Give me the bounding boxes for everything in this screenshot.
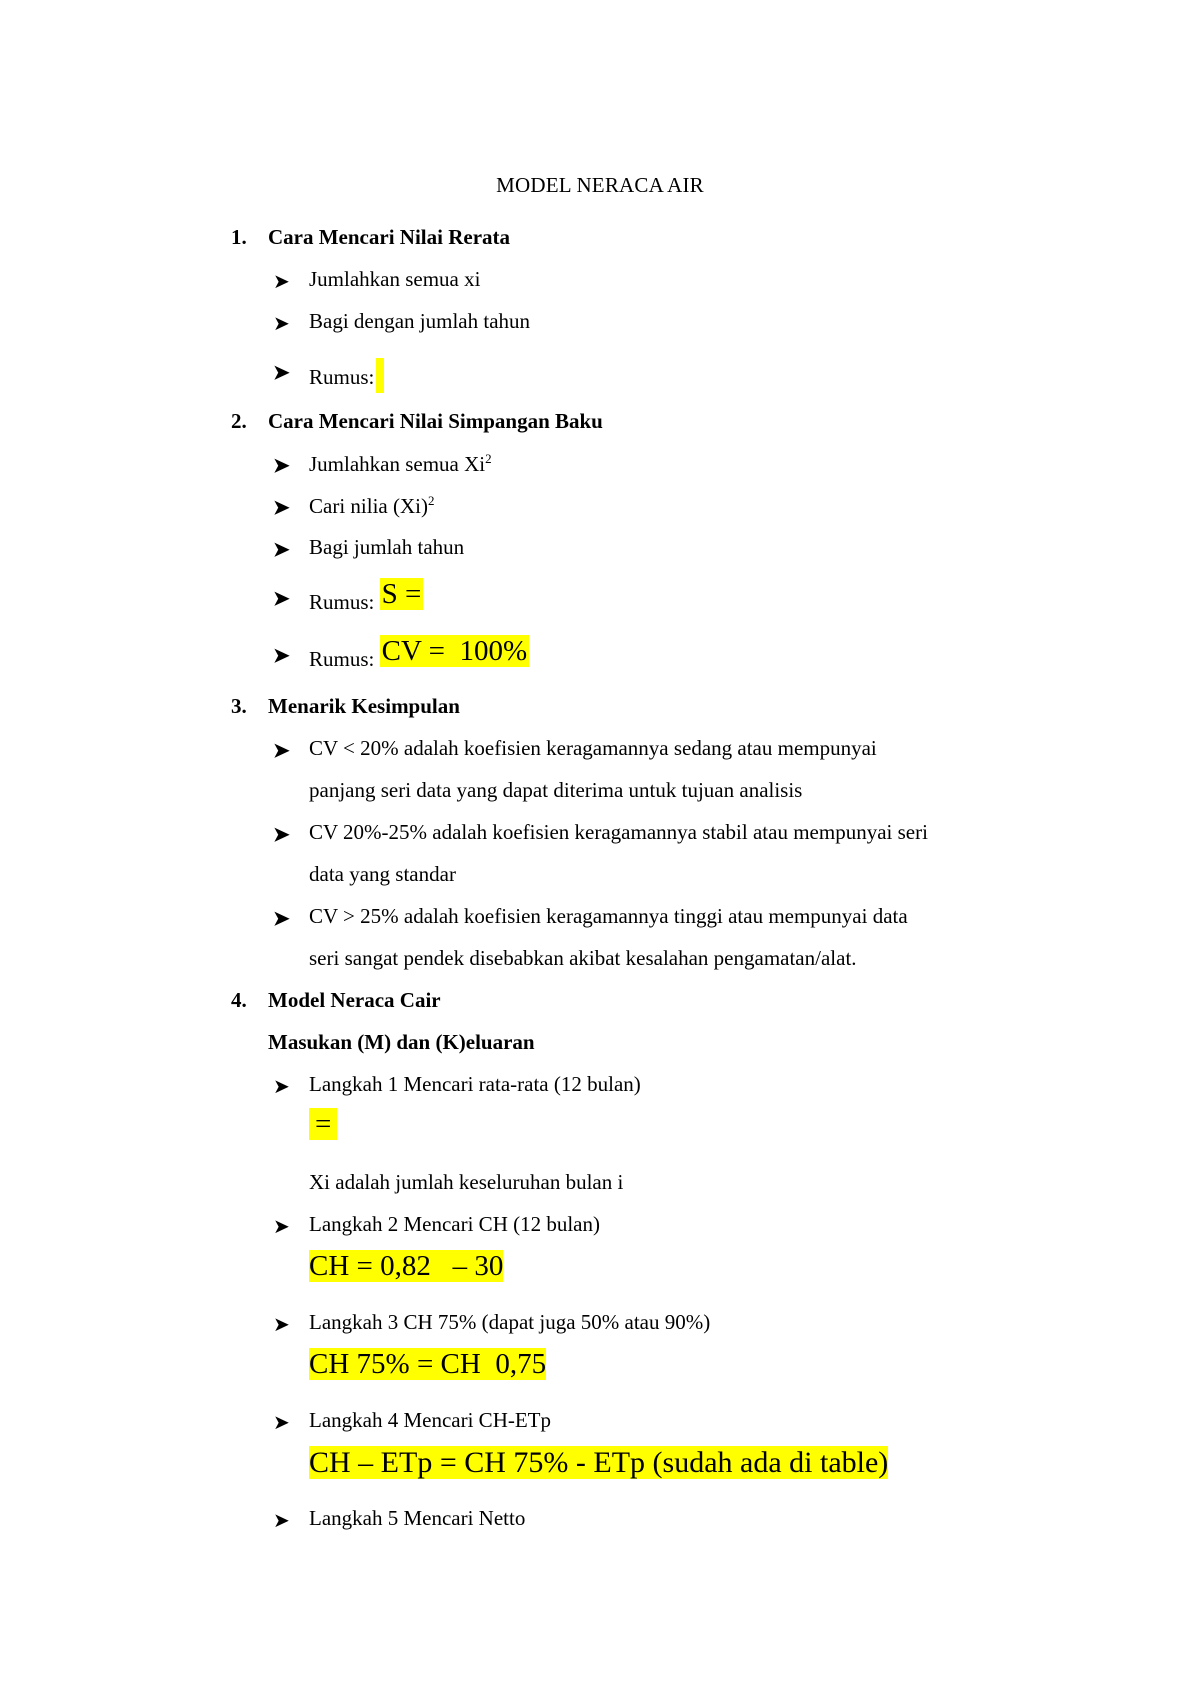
formula-s: S =	[381, 578, 422, 610]
formula-ch: CH = 0,82 – 30	[309, 1250, 504, 1282]
formula-ch75: CH 75% = CH 0,75	[309, 1348, 547, 1380]
formula-cv: CV = 100%	[381, 635, 528, 667]
list-item-text: Bagi jumlah tahun	[309, 535, 465, 559]
arrowhead-bullet-icon: ➤	[273, 588, 290, 610]
step-label: Langkah 3 CH 75% (dapat juga 50% atau 90%)	[309, 1310, 711, 1334]
document-title: MODEL NERACA AIR	[496, 173, 704, 197]
step-formula	[309, 1446, 888, 1480]
step-label: Langkah 4 Mencari CH-ETp	[309, 1408, 552, 1432]
arrowhead-bullet-icon: ➤	[273, 824, 290, 846]
step-note: Xi adalah jumlah keseluruhan bulan i	[309, 1170, 624, 1194]
formula-ch-etp: CH – ETp = CH 75% - ETp (sudah ada di table)	[309, 1446, 889, 1479]
section-number: 1.	[231, 225, 247, 249]
superscript: 2	[485, 451, 492, 466]
list-item-text: Rumus:	[309, 647, 375, 671]
step-label: Langkah 1 Mencari rata-rata (12 bulan)	[309, 1072, 641, 1096]
list-item-text: Jumlahkan semua Xi	[309, 452, 486, 476]
list-item-continuation: seri sangat pendek disebabkan akibat kesalahan pengamatan/alat.	[309, 946, 857, 970]
section-number: 2.	[231, 409, 247, 433]
list-item-text: Jumlahkan semua xi	[309, 267, 481, 291]
section-title: Menarik Kesimpulan	[268, 694, 460, 718]
arrowhead-bullet-icon: ➤	[273, 740, 290, 762]
section-title: Cara Mencari Nilai Rerata	[268, 225, 511, 249]
arrowhead-bullet-icon: ➤	[273, 1510, 290, 1532]
step-label: Langkah 5 Mencari Netto	[309, 1506, 526, 1530]
arrowhead-bullet-icon: ➤	[273, 362, 290, 384]
list-item-text: Rumus:	[309, 590, 375, 614]
arrowhead-bullet-icon: ➤	[273, 908, 290, 930]
formula-highlight	[376, 358, 384, 393]
list-item-continuation: data yang standar	[309, 862, 456, 886]
arrowhead-bullet-icon: ➤	[273, 1314, 290, 1336]
list-item-text: Bagi dengan jumlah tahun	[309, 309, 531, 333]
list-item-text: CV 20%-25% adalah koefisien keragamannya stabil atau mempunyai seri	[309, 820, 928, 844]
superscript: 2	[427, 493, 435, 508]
arrowhead-bullet-icon: ➤	[273, 1216, 290, 1238]
arrowhead-bullet-icon: ➤	[273, 497, 290, 519]
arrowhead-bullet-icon: ➤	[273, 1412, 290, 1434]
list-item-text: CV < 20% adalah koefisien keragamannya sedang atau mempunyai	[309, 736, 877, 760]
arrowhead-bullet-icon: ➤	[273, 539, 290, 561]
section-4-heading	[231, 988, 441, 1013]
list-item-continuation: panjang seri data yang dapat diterima untuk tujuan analisis	[309, 778, 803, 802]
step-label: Langkah 2 Mencari CH (12 bulan)	[309, 1212, 600, 1236]
section-1-heading	[231, 225, 510, 250]
arrowhead-bullet-icon: ➤	[273, 313, 290, 335]
formula-mean: =	[309, 1108, 337, 1140]
section-subheading: Masukan (M) dan (K)eluaran	[268, 1030, 535, 1054]
section-title: Cara Mencari Nilai Simpangan Baku	[268, 409, 603, 433]
list-item-text: CV > 25% adalah koefisien keragamannya tinggi atau mempunyai data	[309, 904, 908, 928]
step-formula	[309, 1108, 337, 1141]
list-item-text: Cari nilia (Xi)	[309, 494, 428, 518]
section-title: Model Neraca Cair	[268, 988, 441, 1012]
arrowhead-bullet-icon: ➤	[273, 1076, 290, 1098]
section-3-heading	[231, 694, 460, 719]
section-2-heading	[231, 409, 603, 434]
section-number: 3.	[231, 694, 247, 718]
list-item-text: Rumus:	[309, 365, 375, 389]
step-formula	[309, 1348, 546, 1381]
arrowhead-bullet-icon: ➤	[273, 455, 290, 477]
arrowhead-bullet-icon: ➤	[273, 271, 290, 293]
step-formula	[309, 1250, 503, 1283]
arrowhead-bullet-icon: ➤	[273, 645, 290, 667]
section-number: 4.	[231, 988, 247, 1012]
